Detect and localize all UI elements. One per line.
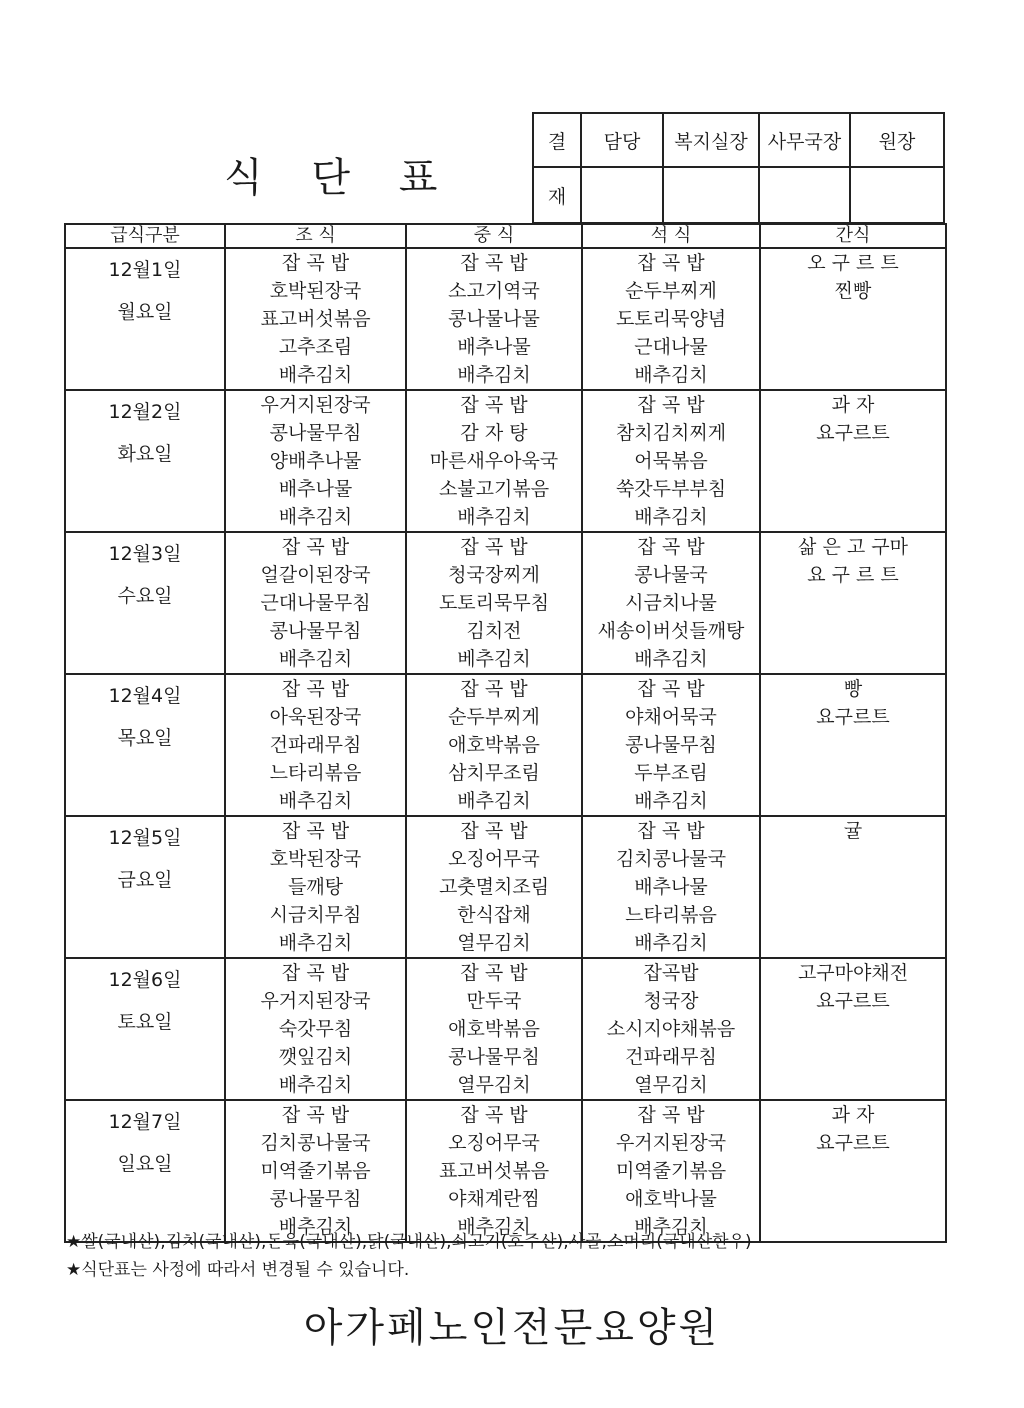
menu-item: 표고버섯볶음 xyxy=(260,308,371,330)
snack-cell xyxy=(760,248,946,390)
day-weekday: 수요일 xyxy=(117,585,173,607)
menu-item: 청국장 xyxy=(643,990,699,1012)
menu-item: 잡 곡 밥 xyxy=(460,962,528,984)
snack-item: 귤 xyxy=(843,820,863,842)
menu-item: 잡 곡 밥 xyxy=(460,252,528,274)
menu-item: 만두국 xyxy=(466,990,522,1012)
day-cell xyxy=(65,390,225,532)
menu-item: 도토리묵무침 xyxy=(438,592,550,614)
day-cell xyxy=(65,532,225,674)
breakfast-cell xyxy=(225,390,406,532)
menu-item: 배추김치 xyxy=(634,506,708,528)
dinner-cell xyxy=(582,1100,760,1242)
menu-item: 얼갈이된장국 xyxy=(260,564,371,586)
menu-item: 건파래무침 xyxy=(269,734,362,756)
approval-role: 사무국장 xyxy=(759,113,850,167)
menu-item: 배추김치 xyxy=(457,364,531,386)
menu-item: 잡 곡 밥 xyxy=(281,820,350,842)
lunch-cell xyxy=(406,248,582,390)
page-title: 식 단 표 xyxy=(224,155,456,201)
dinner-cell xyxy=(582,674,760,816)
menu-item: 참치김치찌게 xyxy=(615,422,727,444)
menu-item: 순두부찌게 xyxy=(625,280,717,302)
snack-cell xyxy=(760,958,946,1100)
menu-item: 고추조림 xyxy=(278,336,353,358)
menu-item: 우거지된장국 xyxy=(615,1132,727,1154)
menu-item: 베추김치 xyxy=(457,648,531,670)
menu-item: 느타리볶음 xyxy=(625,904,717,926)
menu-item: 잡 곡 밥 xyxy=(281,962,350,984)
day-cell xyxy=(65,958,225,1100)
menu-item: 미역줄기볶음 xyxy=(260,1160,371,1182)
header-cell: 급식구분 xyxy=(65,224,225,248)
approval-signature-cell xyxy=(759,167,850,223)
day-cell xyxy=(65,674,225,816)
menu-item: 어묵볶음 xyxy=(634,450,708,472)
menu-item: 배추나물 xyxy=(457,336,531,358)
menu-item: 애호박나물 xyxy=(625,1188,717,1210)
menu-item: 깻잎김치 xyxy=(278,1046,353,1068)
menu-item: 고춧멸치조림 xyxy=(438,876,550,898)
approval-signature-cell xyxy=(581,167,663,223)
snack-item: 요구르트 xyxy=(816,1132,890,1154)
menu-item: 두부조림 xyxy=(634,762,708,784)
snack-cell xyxy=(760,1100,946,1242)
menu-item: 시금치무침 xyxy=(269,904,362,926)
menu-item: 소불고기볶음 xyxy=(438,478,550,500)
day-weekday: 월요일 xyxy=(117,301,173,323)
snack-item: 요구르트 xyxy=(816,990,890,1012)
snack-item: 요 구 르 트 xyxy=(807,564,899,586)
snack-item: 과 자 xyxy=(831,1104,875,1126)
menu-item: 쑥갓두부부침 xyxy=(615,478,727,500)
dinner-cell xyxy=(582,248,760,390)
menu-item: 콩나물나물 xyxy=(448,308,540,330)
lunch-cell xyxy=(406,816,582,958)
day-row xyxy=(65,1100,946,1242)
menu-item: 콩나물무침 xyxy=(269,1188,362,1210)
snack-cell xyxy=(760,816,946,958)
lunch-cell xyxy=(406,390,582,532)
menu-item: 호박된장국 xyxy=(269,280,362,302)
menu-item: 야채어묵국 xyxy=(625,706,717,728)
snack-item: 찐빵 xyxy=(834,280,872,302)
menu-item: 콩나물무침 xyxy=(625,734,717,756)
menu-item: 새송이버섯들깨탕 xyxy=(597,620,745,642)
menu-item: 삼치무조림 xyxy=(448,762,540,784)
menu-item: 배추나물 xyxy=(634,876,708,898)
menu-item: 잡 곡 밥 xyxy=(637,536,705,558)
menu-item: 우거지된장국 xyxy=(260,394,371,416)
snack-item: 빵 xyxy=(843,678,863,700)
menu-item: 잡 곡 밥 xyxy=(637,252,705,274)
menu-item: 애호박볶음 xyxy=(448,734,540,756)
note-ingredients: ★쌀(국내산),김치(국내산),돈육(국내산),닭(국내산),쇠고기(호주산),사골,소머리(국내산한우) xyxy=(66,1232,752,1252)
menu-item: 잡 곡 밥 xyxy=(460,536,528,558)
menu-item: 배추김치 xyxy=(278,1216,353,1238)
menu-item: 배추김치 xyxy=(278,1074,353,1096)
header-cell: 조 식 xyxy=(225,224,406,248)
menu-item: 배추김치 xyxy=(457,506,531,528)
menu-item: 잡 곡 밥 xyxy=(637,1104,705,1126)
menu-item: 배추김치 xyxy=(278,364,353,386)
day-date: 12월5일 xyxy=(108,827,182,849)
header-cell: 석 식 xyxy=(582,224,760,248)
snack-cell xyxy=(760,674,946,816)
day-row xyxy=(65,390,946,532)
menu-item: 열무김치 xyxy=(457,1074,531,1096)
menu-item: 느타리볶음 xyxy=(269,762,362,784)
day-weekday: 목요일 xyxy=(117,727,173,749)
approval-label-top: 결 xyxy=(533,113,581,167)
day-date: 12월4일 xyxy=(108,685,182,707)
menu-item: 들깨탕 xyxy=(287,876,344,898)
snack-cell xyxy=(760,390,946,532)
menu-item: 김치콩나물국 xyxy=(260,1132,371,1154)
menu-item: 배추김치 xyxy=(278,932,353,954)
lunch-cell xyxy=(406,958,582,1100)
menu-item: 잡 곡 밥 xyxy=(637,678,705,700)
menu-item: 감 자 탕 xyxy=(460,422,528,444)
day-row xyxy=(65,816,946,958)
menu-item: 오징어무국 xyxy=(448,848,540,870)
menu-item: 숙갓무침 xyxy=(278,1018,353,1040)
menu-item: 잡 곡 밥 xyxy=(460,1104,528,1126)
header-cell: 간식 xyxy=(760,224,946,248)
menu-item: 콩나물무침 xyxy=(448,1046,540,1068)
menu-item: 열무김치 xyxy=(634,1074,708,1096)
approval-signature-cell xyxy=(663,167,759,223)
approval-signature-cell xyxy=(850,167,944,223)
menu-item: 잡 곡 밥 xyxy=(637,394,705,416)
snack-item: 요구르트 xyxy=(816,706,890,728)
menu-item: 잡 곡 밥 xyxy=(281,536,350,558)
day-cell xyxy=(65,816,225,958)
menu-item: 양배추나물 xyxy=(269,450,362,472)
approval-role: 원장 xyxy=(850,113,944,167)
menu-item: 한식잡채 xyxy=(457,904,531,926)
breakfast-cell xyxy=(225,816,406,958)
menu-item: 잡곡밥 xyxy=(643,962,699,984)
approval-role: 담당 xyxy=(581,113,663,167)
menu-item: 배추나물 xyxy=(278,478,353,500)
menu-item: 잡 곡 밥 xyxy=(460,678,528,700)
facility-name: 아가페노인전문요양원 xyxy=(303,1305,721,1351)
menu-item: 잡 곡 밥 xyxy=(281,678,350,700)
day-weekday: 화요일 xyxy=(117,443,173,465)
menu-item: 소시지야채볶음 xyxy=(606,1018,736,1040)
menu-item: 야채계란찜 xyxy=(448,1188,540,1210)
day-weekday: 토요일 xyxy=(117,1011,173,1033)
menu-item: 열무김치 xyxy=(457,932,531,954)
menu-item: 근대나물무침 xyxy=(260,592,371,614)
menu-item: 잡 곡 밥 xyxy=(460,820,528,842)
dinner-cell xyxy=(582,958,760,1100)
menu-item: 배추김치 xyxy=(634,648,708,670)
menu-item: 표고버섯볶음 xyxy=(438,1160,550,1182)
day-date: 12월1일 xyxy=(108,259,182,281)
menu-item: 배추김치 xyxy=(278,648,353,670)
menu-item: 근대나물 xyxy=(634,336,708,358)
menu-item: 마른새우아욱국 xyxy=(429,450,559,472)
header-cell: 중 식 xyxy=(406,224,582,248)
menu-item: 배추김치 xyxy=(457,1216,531,1238)
menu-item: 잡 곡 밥 xyxy=(281,1104,350,1126)
breakfast-cell xyxy=(225,674,406,816)
lunch-cell xyxy=(406,532,582,674)
menu-item: 청국장찌게 xyxy=(448,564,540,586)
breakfast-cell xyxy=(225,1100,406,1242)
menu-item: 배추김치 xyxy=(634,364,708,386)
menu-item: 배추김치 xyxy=(634,790,708,812)
approval-box xyxy=(532,112,945,224)
menu-item: 배추김치 xyxy=(634,1216,708,1238)
day-row xyxy=(65,248,946,390)
breakfast-cell xyxy=(225,958,406,1100)
header-row xyxy=(65,224,946,248)
breakfast-cell xyxy=(225,248,406,390)
menu-item: 순두부찌게 xyxy=(448,706,540,728)
menu-item: 김치콩나물국 xyxy=(615,848,727,870)
snack-item: 오 구 르 트 xyxy=(807,252,899,274)
day-date: 12월7일 xyxy=(108,1111,182,1133)
notes xyxy=(66,1228,752,1284)
lunch-cell xyxy=(406,1100,582,1242)
menu-item: 김치전 xyxy=(466,620,522,642)
menu-item: 배추김치 xyxy=(278,790,353,812)
dinner-cell xyxy=(582,816,760,958)
menu-item: 콩나물무침 xyxy=(269,422,362,444)
menu-item: 잡 곡 밥 xyxy=(637,820,705,842)
menu-item: 우거지된장국 xyxy=(260,990,371,1012)
snack-cell xyxy=(760,532,946,674)
day-date: 12월3일 xyxy=(108,543,182,565)
day-row xyxy=(65,674,946,816)
day-row xyxy=(65,958,946,1100)
menu-item: 도토리묵양념 xyxy=(615,308,727,330)
menu-item: 오징어무국 xyxy=(448,1132,540,1154)
menu-item: 애호박볶음 xyxy=(448,1018,540,1040)
menu-table xyxy=(64,223,947,1243)
day-cell xyxy=(65,248,225,390)
menu-item: 배추김치 xyxy=(278,506,353,528)
day-cell xyxy=(65,1100,225,1242)
menu-item: 콩나물무침 xyxy=(269,620,362,642)
day-weekday: 금요일 xyxy=(117,869,173,891)
menu-item: 시금치나물 xyxy=(625,592,717,614)
menu-item: 아욱된장국 xyxy=(269,706,362,728)
snack-item: 삶 은 고 구마 xyxy=(798,536,908,558)
dinner-cell xyxy=(582,390,760,532)
menu-item: 배추김치 xyxy=(457,790,531,812)
menu-item: 미역줄기볶음 xyxy=(615,1160,727,1182)
day-weekday: 일요일 xyxy=(117,1153,173,1175)
menu-item: 소고기역국 xyxy=(448,280,540,302)
menu-item: 배추김치 xyxy=(634,932,708,954)
menu-item: 호박된장국 xyxy=(269,848,362,870)
dinner-cell xyxy=(582,532,760,674)
day-date: 12월6일 xyxy=(108,969,182,991)
menu-item: 콩나물국 xyxy=(634,564,708,586)
day-row xyxy=(65,532,946,674)
snack-item: 과 자 xyxy=(831,394,875,416)
snack-item: 고구마야채전 xyxy=(797,962,909,984)
snack-item: 요구르트 xyxy=(816,422,890,444)
day-date: 12월2일 xyxy=(108,401,182,423)
approval-label-bottom: 재 xyxy=(533,167,581,223)
note-change: ★식단표는 사정에 따라서 변경될 수 있습니다. xyxy=(66,1260,410,1280)
menu-item: 잡 곡 밥 xyxy=(281,252,350,274)
menu-item: 건파래무침 xyxy=(625,1046,717,1068)
lunch-cell xyxy=(406,674,582,816)
breakfast-cell xyxy=(225,532,406,674)
menu-item: 잡 곡 밥 xyxy=(460,394,528,416)
approval-role: 복지실장 xyxy=(663,113,759,167)
